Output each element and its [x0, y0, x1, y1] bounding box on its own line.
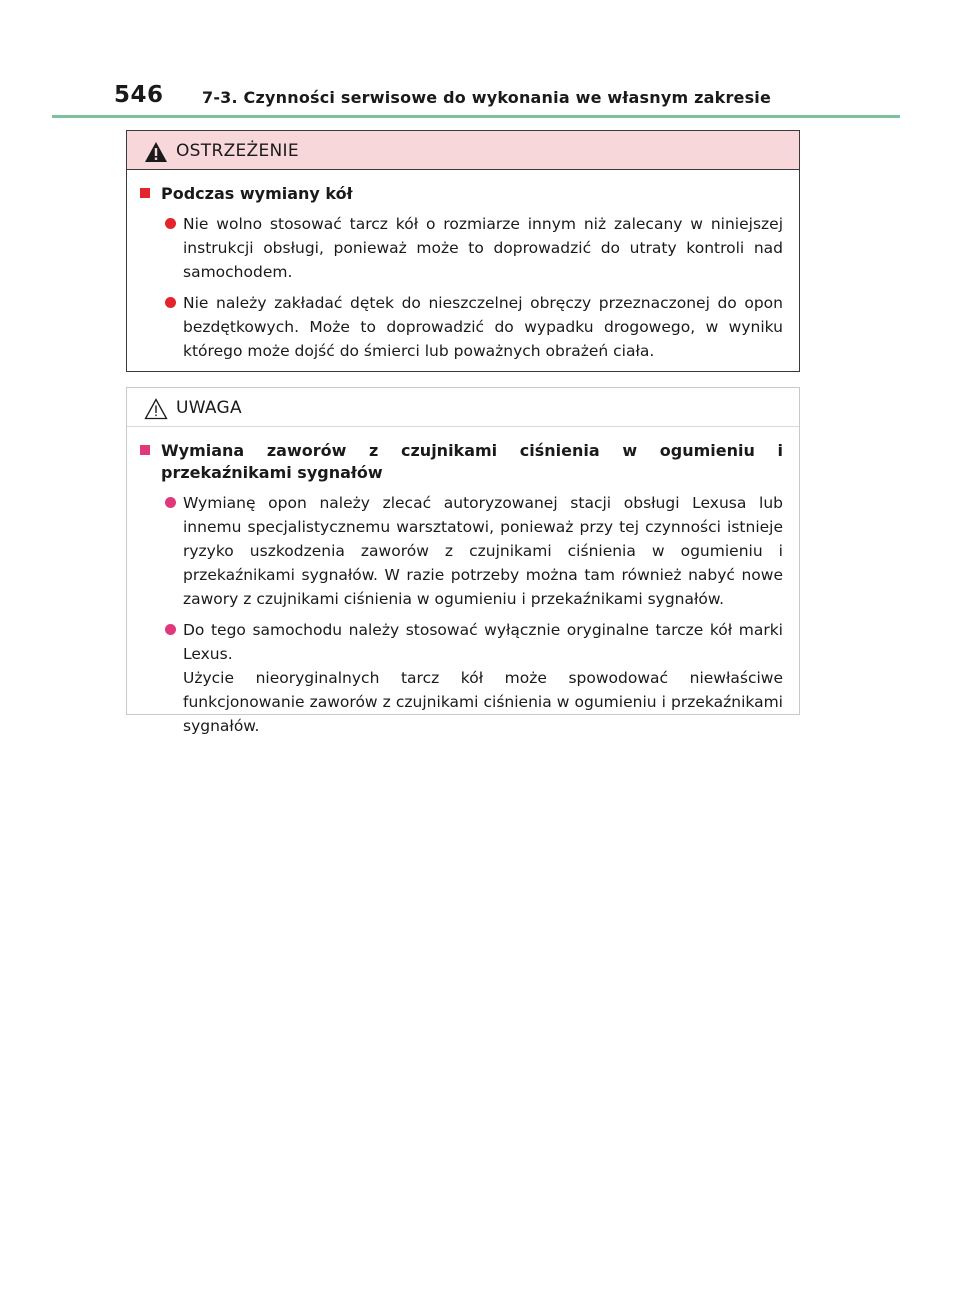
page-number: 546 — [114, 82, 164, 108]
warning-title: OSTRZEŻENIE — [176, 141, 299, 161]
page-header — [52, 82, 900, 116]
warning-box-header — [127, 131, 799, 170]
caution-subheading — [137, 440, 783, 484]
round-bullet-icon — [165, 297, 176, 308]
warning-item — [161, 212, 783, 284]
caution-item — [161, 491, 783, 611]
warning-item-text: Nie wolno stosować tarcz kół o rozmiarze innym niż zalecany w niniejszej instrukcji obsługi, ponieważ może to doprowadzić do utraty kontroli nad samochodem. — [183, 215, 783, 281]
caution-title: UWAGA — [176, 398, 242, 418]
warning-subheading-text: Podczas wymiany kół — [161, 184, 353, 203]
caution-item-text: Wymianę opon należy zlecać autoryzowanej stacji obsługi Lexusa lub innemu specjalistycznemu warsztatowi, ponieważ przy tej czynności istnieje ryzyko uszkodzenia zaworów z czujnikami ciśnienia w ogumieniu i przekaźnikami sygnałów. W razie potrzeby można tam również nabyć nowe zawory z czujnikami ciśnienia w ogumieniu i przekaźnikami sygnałów. — [183, 494, 783, 608]
round-bullet-icon — [165, 497, 176, 508]
warning-item — [161, 291, 783, 363]
square-bullet-icon — [140, 445, 150, 455]
warning-box — [126, 130, 800, 372]
caution-item-continuation: Użycie nieoryginalnych tarcz kół może spowodować niewłaściwe funkcjonowanie zaworów z czujnikami ciśnienia w ogumieniu i przekaźnikami sygnałów. — [183, 669, 783, 735]
warning-triangle-filled-icon — [144, 141, 168, 163]
caution-item — [161, 618, 783, 738]
round-bullet-icon — [165, 624, 176, 635]
caution-item-text: Do tego samochodu należy stosować wyłącznie oryginalne tarcze kół marki Lexus. — [183, 621, 783, 663]
section-title: 7-3. Czynności serwisowe do wykonania we własnym zakresie — [202, 88, 772, 107]
caution-box-header — [127, 388, 799, 427]
caution-subheading-text: Wymiana zaworów z czujnikami ciśnienia w ogumieniu i przekaźnikami sygnałów — [161, 441, 783, 482]
warning-subheading — [137, 183, 783, 205]
caution-box — [126, 387, 800, 735]
square-bullet-icon — [140, 188, 150, 198]
round-bullet-icon — [165, 218, 176, 229]
warning-triangle-outline-icon — [144, 398, 168, 420]
header-divider — [52, 115, 900, 118]
warning-item-text: Nie należy zakładać dętek do nieszczelnej obręczy przeznaczonej do opon bezdętkowych. Może to doprowadzić do wypadku drogowego, w wyniku którego może dojść do śmierci lub poważnych obrażeń ciała. — [183, 294, 783, 360]
